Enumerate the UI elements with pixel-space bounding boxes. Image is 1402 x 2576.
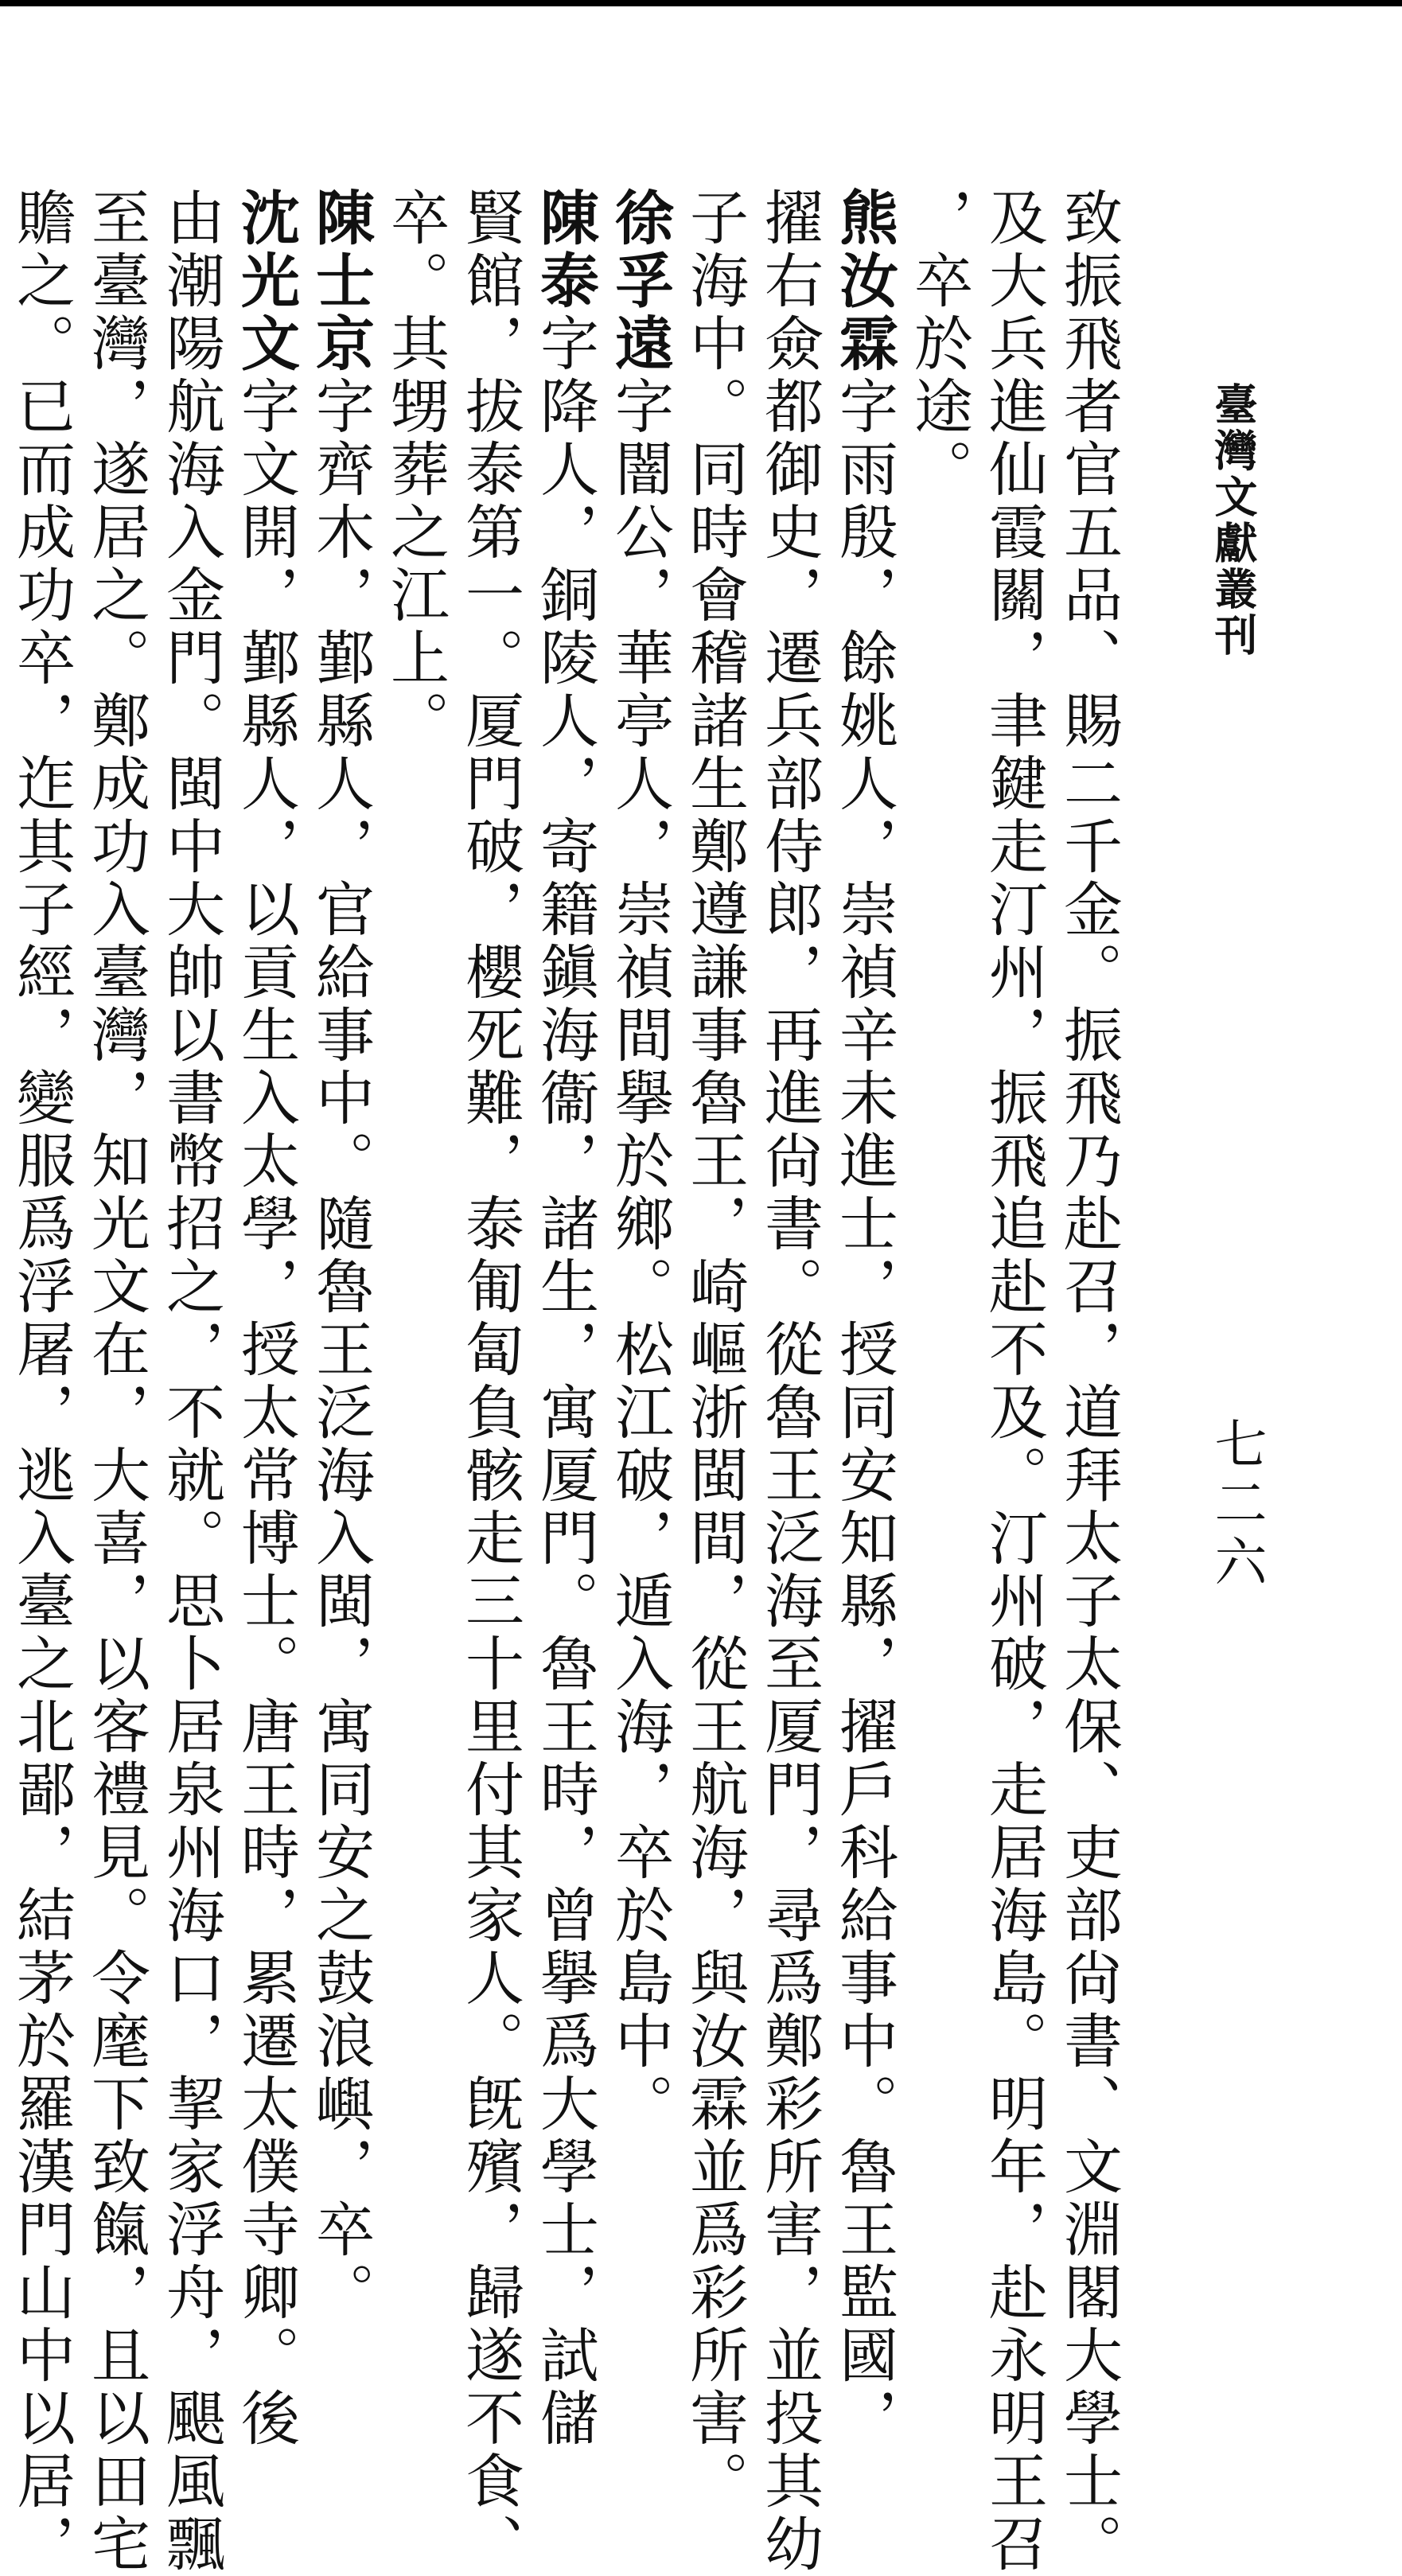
text-column: 子海中。同時會稽諸生鄭遵謙事魯王，崎嶇浙閩間，從王航海，與汝霖並爲彩所害。 — [680, 187, 749, 2513]
text-column: 熊汝霖字雨殷，餘姚人，崇禎辛未進士，授同安知縣，擢戶科給事中。魯王監國， — [830, 187, 898, 2450]
text-column: 徐孚遠字闇公，華亭人，崇禎間擧於鄉。松江破，遁入海，卒於島中。 — [606, 187, 674, 2136]
running-header-title: 臺灣文獻叢刊 — [1208, 382, 1259, 659]
entry-name: 沈光文 — [232, 187, 300, 376]
page-number: 七二六 — [1205, 1417, 1267, 1593]
vertical-text-body — [7, 187, 1126, 2576]
text-column — [0, 187, 4, 2001]
text-column: 至臺灣，遂居之。鄭成功入臺灣，知光文在，大喜，以客禮見。令麾下致餼，且以田宅 — [82, 187, 150, 2576]
text-column: 擢右僉都御史，遷兵部侍郎，再進尙書。從魯王泛海至厦門，尋爲鄭彩所害，並投其幼 — [755, 187, 824, 2576]
entry-name: 陳士京 — [306, 187, 375, 376]
text-column: 及大兵進仙霞關，聿鍵走汀州，振飛追赴不及。汀州破，走居海島。明年，赴永明王召 — [979, 187, 1048, 2576]
text-column: 致振飛者官五品、賜二千金。振飛乃赴召，道拜太子太保、吏部尙書、文淵閣大學士。 — [1054, 187, 1123, 2576]
entry-name: 徐孚遠 — [606, 187, 674, 376]
entry-name: 陳泰 — [531, 187, 599, 313]
entry-name: 熊汝霖 — [830, 187, 898, 376]
top-border-line — [0, 0, 1402, 6]
text-column: 卒。其甥葬之江上。 — [381, 187, 450, 753]
text-column: 陳泰字降人，銅陵人，寄籍鎭海衞，諸生，寓厦門。魯王時，曾擧爲大學士，試儲 — [531, 187, 599, 2450]
text-column: 贍之。已而成功卒，迮其子經，變服爲浮屠，逃入臺之北鄙，結茅於羅漢門山中以居， — [7, 187, 76, 2576]
text-column: 賢館，拔泰第一。厦門破，櫻死難，泰匍匐負骸走三十里付其家人。旣殯，歸遂不食、 — [456, 187, 524, 2576]
text-column: 沈光文字文開，鄞縣人，以貢生入太學，授太常博士。唐王時，累遷太僕寺卿。後 — [232, 187, 300, 2450]
text-column: 陳士京字齊木，鄞縣人，官給事中。隨魯王泛海入閩，寓同安之鼓浪嶼，卒。 — [306, 187, 375, 2325]
text-column: 由潮陽航海入金門。閩中大帥以書幣招之，不就。思卜居泉州海口，挈家浮舟，颶風飄 — [157, 187, 225, 2576]
text-column: ，卒於途。 — [905, 187, 973, 501]
